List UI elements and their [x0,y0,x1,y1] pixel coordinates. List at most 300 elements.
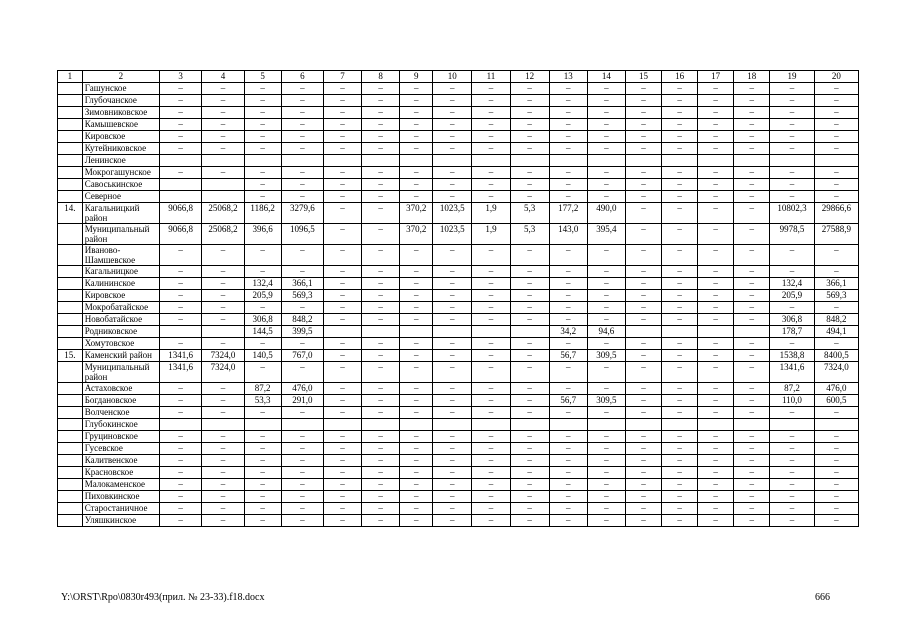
table-cell: – [433,167,472,179]
table-cell: – [587,191,625,203]
table-cell: – [281,338,323,350]
table-cell: – [662,107,698,119]
table-cell: – [202,119,244,131]
row-number [58,107,83,119]
table-cell: – [472,302,510,314]
table-cell [160,191,202,203]
table-cell: – [281,107,323,119]
table-cell: – [400,431,433,443]
table-cell: – [734,191,770,203]
table-cell: – [202,95,244,107]
table-cell: – [625,278,661,290]
table-cell: – [510,290,549,302]
table-cell: – [662,383,698,395]
table-cell: – [549,191,587,203]
table-cell: – [433,302,472,314]
table-cell: – [698,224,734,245]
table-cell: 25068,2 [202,224,244,245]
row-number [58,245,83,266]
table-cell: – [362,179,400,191]
table-cell: – [587,431,625,443]
table-cell: – [433,395,472,407]
table-cell: – [281,302,323,314]
table-cell: – [472,191,510,203]
table-cell: 56,7 [549,350,587,362]
row-name: Калининское [82,278,159,290]
table-cell: – [160,431,202,443]
table-cell: – [549,290,587,302]
table-cell: – [433,350,472,362]
table-cell: – [472,350,510,362]
table-cell: – [587,179,625,191]
table-cell: – [510,95,549,107]
row-number [58,443,83,455]
row-name: Богдановское [82,395,159,407]
table-cell: – [625,407,661,419]
table-cell: 370,2 [400,224,433,245]
table-cell: – [549,443,587,455]
table-cell: – [625,503,661,515]
table-cell: – [244,503,281,515]
row-number [58,83,83,95]
table-cell: – [244,245,281,266]
table-cell: – [698,266,734,278]
table-cell [400,155,433,167]
table-cell: – [734,443,770,455]
table-cell [433,155,472,167]
table-cell: – [362,203,400,224]
table-cell: – [244,191,281,203]
table-cell: – [362,338,400,350]
table-cell: – [510,455,549,467]
table-cell: – [362,302,400,314]
table-cell: – [244,266,281,278]
table-cell: – [625,119,661,131]
table-cell: – [202,383,244,395]
table-cell: 291,0 [281,395,323,407]
table-cell: – [662,191,698,203]
table-cell: – [160,245,202,266]
table-cell: – [323,395,361,407]
table-cell: – [362,443,400,455]
table-row [58,83,859,95]
table-cell: – [323,179,361,191]
table-cell: 94,6 [587,326,625,338]
table-cell: – [472,395,510,407]
table-cell: – [244,407,281,419]
table-cell: 476,0 [281,383,323,395]
table-row [58,167,859,179]
table-cell: – [770,302,814,314]
table-cell: – [433,467,472,479]
table-cell: – [472,245,510,266]
header-row [58,71,859,83]
table-cell: – [698,83,734,95]
table-cell: – [510,491,549,503]
table-cell: – [244,143,281,155]
row-number [58,290,83,302]
table-cell: – [662,119,698,131]
row-number [58,278,83,290]
row-name: Малокаменское [82,479,159,491]
table-cell: – [510,131,549,143]
table-cell: – [160,143,202,155]
table-cell: – [814,503,858,515]
table-cell: – [433,338,472,350]
table-cell: 178,7 [770,326,814,338]
table-cell: – [698,314,734,326]
table-cell: – [160,395,202,407]
row-name: Каменский район [82,350,159,362]
table-cell: – [587,362,625,383]
table-row [58,191,859,203]
table-cell [472,155,510,167]
table-cell: – [698,95,734,107]
table-cell: 306,8 [770,314,814,326]
table-cell: – [281,266,323,278]
table-cell: – [662,467,698,479]
table-cell: – [244,455,281,467]
table-cell: – [472,407,510,419]
table-cell [549,419,587,431]
table-cell: – [510,278,549,290]
row-number: 14. [58,203,83,224]
table-cell: – [549,362,587,383]
table-cell: – [472,383,510,395]
data-table [57,70,859,527]
table-cell: – [472,338,510,350]
table-row [58,266,859,278]
table-cell [160,419,202,431]
table-cell: – [400,290,433,302]
table-cell: – [400,515,433,527]
table-cell: – [549,245,587,266]
table-cell: – [281,131,323,143]
table-cell: – [323,443,361,455]
table-cell: – [734,383,770,395]
table-cell: – [734,503,770,515]
table-cell: – [549,83,587,95]
table-cell: – [400,338,433,350]
table-cell: – [362,95,400,107]
table-cell: – [400,83,433,95]
row-number [58,326,83,338]
table-cell [662,155,698,167]
table-cell: – [662,479,698,491]
column-header: 7 [323,71,361,83]
table-cell: – [734,203,770,224]
table-cell: – [814,515,858,527]
table-cell: – [734,143,770,155]
table-cell: – [510,179,549,191]
table-cell: – [202,107,244,119]
table-cell: – [472,431,510,443]
table-cell: 5,3 [510,224,549,245]
table-cell: – [662,131,698,143]
table-cell: – [400,350,433,362]
table-cell: – [734,362,770,383]
table-cell: – [814,455,858,467]
table-cell: 87,2 [770,383,814,395]
table-cell: – [734,455,770,467]
table-cell [323,326,361,338]
row-name: Муниципальный район [82,362,159,383]
table-cell: – [662,338,698,350]
table-cell: – [814,131,858,143]
table-cell: 399,5 [281,326,323,338]
column-header: 6 [281,71,323,83]
table-cell: 848,2 [281,314,323,326]
column-header: 15 [625,71,661,83]
row-name: Глубокинское [82,419,159,431]
table-cell: – [244,362,281,383]
table-cell: – [510,395,549,407]
table-cell: – [698,395,734,407]
table-cell: – [510,302,549,314]
table-cell: – [587,278,625,290]
row-name: Гусевское [82,443,159,455]
table-cell: – [549,467,587,479]
table-row [58,302,859,314]
table-cell: – [281,83,323,95]
table-cell: – [734,407,770,419]
table-cell [433,419,472,431]
table-cell: – [814,479,858,491]
table-cell: – [698,431,734,443]
column-header: 11 [472,71,510,83]
page-number: 666 [815,592,830,603]
table-row [58,338,859,350]
table-cell: – [698,383,734,395]
table-cell: – [625,314,661,326]
table-cell: – [472,83,510,95]
table-cell: – [662,224,698,245]
table-cell: 29866,6 [814,203,858,224]
table-cell: – [770,167,814,179]
table-cell: – [323,107,361,119]
table-cell: – [323,203,361,224]
table-cell: – [587,443,625,455]
table-cell: 309,5 [587,350,625,362]
table-cell: – [625,83,661,95]
table-cell: – [814,83,858,95]
table-cell: – [587,95,625,107]
table-cell: – [244,131,281,143]
table-row [58,515,859,527]
table-cell: – [323,362,361,383]
table-cell: – [160,119,202,131]
table-cell [734,155,770,167]
table-cell: – [160,83,202,95]
table-cell: – [281,179,323,191]
table-cell: – [160,515,202,527]
table-row [58,107,859,119]
column-header: 14 [587,71,625,83]
table-cell: – [587,245,625,266]
table-cell [625,326,661,338]
table-cell [587,419,625,431]
row-number [58,395,83,407]
table-cell: – [472,107,510,119]
table-body [58,71,859,527]
table-cell: – [202,443,244,455]
table-cell: – [400,167,433,179]
table-cell: – [510,383,549,395]
table-cell: – [587,302,625,314]
table-cell: – [160,383,202,395]
table-cell: – [433,107,472,119]
table-cell [472,326,510,338]
table-cell: 7324,0 [202,350,244,362]
table-cell: – [323,383,361,395]
table-cell: 1538,8 [770,350,814,362]
table-cell [698,326,734,338]
table-cell: – [587,467,625,479]
table-cell: 140,5 [244,350,281,362]
table-cell: – [814,491,858,503]
table-cell: – [770,179,814,191]
table-cell: – [323,278,361,290]
table-cell: – [625,203,661,224]
table-cell: 9066,8 [160,203,202,224]
row-number [58,191,83,203]
table-cell: – [362,467,400,479]
table-row [58,131,859,143]
table-cell: – [734,107,770,119]
table-cell: – [549,266,587,278]
table-cell: – [662,143,698,155]
table-cell: – [323,467,361,479]
table-cell: – [662,515,698,527]
table-cell: – [323,266,361,278]
table-cell: – [549,179,587,191]
table-cell: – [698,338,734,350]
table-cell: – [323,314,361,326]
table-cell: – [549,338,587,350]
row-number: 15. [58,350,83,362]
table-cell [202,326,244,338]
table-cell: – [244,83,281,95]
row-name: Калитвенское [82,455,159,467]
table-cell: – [281,431,323,443]
table-cell: – [549,407,587,419]
table-cell: – [400,191,433,203]
row-number [58,224,83,245]
table-cell: – [625,467,661,479]
table-cell: – [202,290,244,302]
table-row [58,314,859,326]
table-cell: – [400,467,433,479]
table-cell: – [400,362,433,383]
table-cell: – [323,167,361,179]
table-cell: – [814,302,858,314]
table-cell: – [662,290,698,302]
table-cell: – [662,83,698,95]
table-cell: – [362,245,400,266]
table-cell: – [510,191,549,203]
table-cell: – [281,362,323,383]
row-name: Хомутовское [82,338,159,350]
table-cell: – [510,143,549,155]
table-cell: – [510,167,549,179]
table-cell: – [734,302,770,314]
table-cell: – [549,491,587,503]
table-cell: – [433,245,472,266]
row-name: Иваново-Шамшевское [82,245,159,266]
table-cell: – [625,290,661,302]
table-cell [698,155,734,167]
table-row [58,443,859,455]
row-number [58,155,83,167]
table-row [58,278,859,290]
table-cell: – [770,338,814,350]
table-cell [202,155,244,167]
table-cell: – [244,479,281,491]
table-cell: 56,7 [549,395,587,407]
row-number [58,419,83,431]
table-cell: – [202,167,244,179]
table-cell: – [549,515,587,527]
table-cell [281,155,323,167]
table-cell: 600,5 [814,395,858,407]
table-cell: – [281,455,323,467]
row-name: Мокрогашунское [82,167,159,179]
table-cell: – [549,302,587,314]
column-header: 12 [510,71,549,83]
row-name: Кировское [82,131,159,143]
table-cell: 309,5 [587,395,625,407]
row-name: Северное [82,191,159,203]
column-header: 13 [549,71,587,83]
table-cell: – [160,95,202,107]
table-cell [400,326,433,338]
table-cell: – [202,131,244,143]
row-number [58,314,83,326]
table-cell: – [472,167,510,179]
table-cell: – [362,383,400,395]
table-cell: – [662,179,698,191]
row-name: Красновское [82,467,159,479]
row-name: Кагальницкий район [82,203,159,224]
table-cell: – [433,515,472,527]
table-cell: – [433,191,472,203]
table-cell: – [625,95,661,107]
table-row [58,395,859,407]
table-cell: – [472,179,510,191]
table-cell: – [160,455,202,467]
table-cell: – [662,314,698,326]
table-row [58,245,859,266]
table-cell: – [472,491,510,503]
row-name: Астаховское [82,383,159,395]
table-cell: – [587,314,625,326]
table-cell: – [662,491,698,503]
table-cell: – [814,167,858,179]
table-row [58,455,859,467]
table-cell: 9066,8 [160,224,202,245]
table-cell: – [814,467,858,479]
table-cell: – [698,362,734,383]
row-name: Кутейниковское [82,143,159,155]
table-cell: – [549,143,587,155]
table-cell: – [662,362,698,383]
table-cell: 1,9 [472,224,510,245]
table-cell: 27588,9 [814,224,858,245]
table-cell: 1341,6 [160,350,202,362]
table-cell: 396,6 [244,224,281,245]
table-cell: – [587,143,625,155]
table-cell: – [244,338,281,350]
